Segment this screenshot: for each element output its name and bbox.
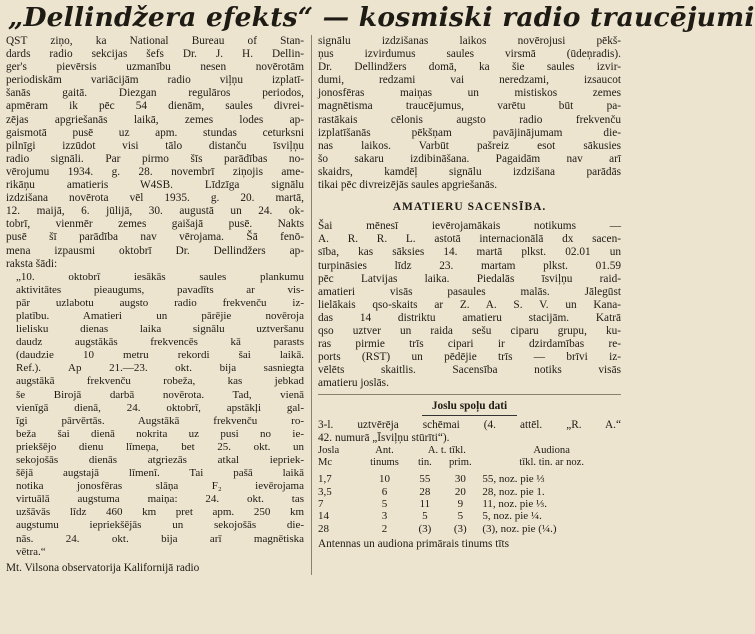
quote-line: šējā augstajā līmenī. Tai pašā laikā (16, 467, 304, 480)
quote-line: priekšējo dienu līmeņa, bet 25. okt. un (16, 440, 304, 453)
divider (318, 394, 621, 395)
text-line: vērojumu 1934. g. 28. novembrī ziņojis ame- (6, 165, 304, 178)
text-line: amatieru joslās. (318, 377, 389, 390)
text-line: 12. maijā, 6. jūlijā, 30. augustā un 24. ok- (6, 205, 304, 218)
quote-line: notika jonosfēras slāņa F₂ ievērojama (16, 480, 304, 493)
continuation-paragraph (318, 35, 621, 192)
cell-antenna: 6 (381, 485, 388, 498)
text-line: pusē šī parādība nav vērojama. Šā fenō- (6, 231, 304, 244)
text-line: turpināsies līdz 23. martam plkst. 01.59 (318, 259, 621, 272)
quote-line: augstumu iepriekšējās un sekojošās die- (16, 519, 304, 532)
text-line: lielākais qso-skaits ar Z. A. S. V. un Kana- (318, 298, 621, 311)
article-headline: „Dellindžera efekts“ — kosmiski radio traucējumi (8, 2, 755, 33)
text-line: ports (RST) un pēdējie trīs — brīvi iz- (318, 351, 621, 364)
header-band: Josla (318, 444, 340, 456)
cell-grid: (3) (418, 522, 432, 535)
text-line: apmēram ik pēc 54 dienām, saules divrei- (6, 100, 304, 113)
cell-grid: 28 (419, 485, 431, 498)
table-header-row-2 (318, 457, 621, 469)
cell-grid: 55 (419, 473, 431, 486)
header-grid-sub: tin. (417, 457, 432, 469)
cell-band: 1,7 (318, 473, 332, 486)
text-line: raksta šādi: (6, 257, 58, 270)
cell-audion: 28, noz. pie 1. (482, 485, 545, 498)
quote-line: virtuālā augstuma maiņa: 24. okt. tas (16, 493, 304, 506)
text-line: izplatīšanās pēkšņam pavājinājumam die- (318, 126, 621, 139)
header-audion: Audiona (533, 444, 570, 456)
cell-antenna: 5 (381, 497, 388, 510)
quote-line: „10. oktobrī iesākās saules plankumu (16, 270, 304, 283)
header-antenna-sub: tinums (370, 457, 399, 469)
table-caption-2: 42. numurā „Īsviļņu stūrīti“). (318, 431, 450, 444)
left-column-footer: Mt. Vilsona observatorija Kalifornijā radio (6, 561, 200, 574)
section-title-contest: AMATIERU SACENSĪBA. (392, 201, 547, 214)
cell-audion: (3), noz. pie (¼.) (482, 522, 557, 535)
cell-band: 3,5 (318, 485, 332, 498)
table-row (318, 486, 621, 498)
text-line: qso uztver un raida sešu ciparu grupu, ku- (318, 324, 621, 337)
table-title: Joslu spoļu dati (422, 399, 517, 415)
contest-paragraph (318, 220, 621, 390)
left-column (6, 35, 304, 575)
quote-line: nās. 24. okt. bija arī magnētiska (16, 532, 304, 545)
text-line: Dr. Dellindžers domā, ka šie saules izvir- (318, 61, 621, 74)
text-line: vēlēts skaitlis. Sacensība notiks visās (318, 364, 621, 377)
article-columns (6, 35, 621, 575)
quote-line: platību. Amatieri un pārējie novēroja (16, 309, 304, 322)
text-line: gaismotā pusē uz apm. stundas ceturksni (6, 126, 304, 139)
table-caption: 3-l. uztvērēja schēmai (4. attēl. „R. A.“ (318, 418, 621, 431)
text-line: tobrī, vienmēr zemes gaišajā pusē. Nakts (6, 218, 304, 231)
text-line: periodiskām variācijām radio viļņu izplatī- (6, 74, 304, 87)
text-line: sība, kas sāksies 14. martā plkst. 02.01 un (318, 246, 621, 259)
quote-line: še Birojā darbā novērota. Tad, vienā (16, 388, 304, 401)
cell-antenna: 2 (381, 522, 388, 535)
header-rf-grid: A. t. tīkl. (427, 444, 466, 456)
cell-primary: (3) (453, 522, 467, 535)
text-line: A. R. R. L. astotā internacionālā dx sacen- (318, 233, 621, 246)
text-line: jonosfēras maiņas un mistiskos zemes (318, 87, 621, 100)
text-line: rikāņu amatieris W4SB. Līdzīga signālu (6, 179, 304, 192)
quote-line: daudz augstākās frekvencēs kā parasts (16, 336, 304, 349)
cell-primary: 5 (457, 510, 464, 523)
quote-line: vētra.“ (16, 545, 46, 558)
text-line: radio signāli. Par pirmo šīs parādības no- (6, 152, 304, 165)
text-line: pēc Latvijas laika. Piedalās īsviļņu raid- (318, 272, 621, 285)
quote-line: lielisku dienas laika signālu uztveršanu (16, 323, 304, 336)
quote-line: (daudzie 10 metru rekordi šai laikā. (16, 349, 304, 362)
text-line: ras pirmie trīs cipari ir dzirdamības re- (318, 338, 621, 351)
cell-primary: 9 (457, 497, 464, 510)
cell-grid: 11 (419, 497, 431, 510)
table-row (318, 510, 621, 522)
text-line: das 14 distriktu amatieru stacijām. Katrā (318, 311, 621, 324)
dellinger-quote (6, 271, 304, 559)
text-line: izdzišana novērota vēl 1935. g. 20. martā, (6, 192, 304, 205)
text-line: šo sakaru izdibināšana. Pagaidām nav arī (318, 152, 621, 165)
quote-line: aktivitātes pieaugums, pavadīts ar vis- (16, 283, 304, 296)
text-line: Šai mēnesī ievērojamākais notikums — (318, 220, 621, 233)
cell-grid: 5 (422, 510, 428, 523)
text-line: ger's pievērsis uzmanību nesen novērotām (6, 61, 304, 74)
table-row (318, 498, 621, 510)
cell-audion: 11, noz. pie ⅓. (482, 497, 547, 510)
right-column (311, 35, 621, 575)
text-line: signālu izdzišanas laikos novērojusi pēkš- (318, 35, 621, 47)
text-line: amatieri visās pasaules malās. Jālegūst (318, 285, 621, 298)
text-line: šanās gaitā. Diezgan regulāros periodos, (6, 87, 304, 100)
cell-band: 14 (318, 510, 329, 523)
quote-line: sekojošās dienās atgriezās atkal iepriek- (16, 454, 304, 466)
text-line: tikai pēc divreizējās saules apgriešanās. (318, 179, 498, 192)
quote-line: Ref.). Ap 21.—23. okt. bija sasniegta (16, 362, 304, 375)
text-line: dards radio sekcijas šefs Dr. J. H. Dellin- (6, 48, 304, 61)
text-line: skaidrs, kamdēļ signālu izdzišana parādās (318, 165, 621, 178)
text-line: zējas apgriešanās laikā, zemes lodes ap- (6, 113, 304, 126)
text-line: ņus izvirdumus saules virsmā (ūdeņradis). (318, 48, 621, 61)
table-body (318, 473, 621, 534)
header-band-unit: Mc (318, 457, 333, 469)
cell-primary: 30 (454, 473, 466, 486)
header-audion-sub: tīkl. tin. ar noz. (519, 457, 585, 469)
text-line: magnētisma traucējumus, varētu būt pa- (318, 100, 621, 113)
cell-audion: 5, noz. pie ¼. (482, 510, 542, 523)
table-row (318, 523, 621, 535)
right-column-footer: Antennas un audiona primārais tinums tīts (318, 537, 510, 550)
text-line: mena izpausmi oktobrī Dr. Dellindžers ap- (6, 244, 304, 257)
text-line: rastākais cēlonis augsto radio frekvenču (318, 113, 621, 126)
cell-band: 28 (318, 522, 329, 535)
cell-primary: 20 (454, 485, 466, 498)
quote-line: pār uzlabotu augsto radio frekvenču iz- (16, 296, 304, 309)
cell-antenna: 10 (378, 473, 390, 486)
quote-line: augstākā frekvenču robeža, kas jebkad (16, 375, 304, 388)
header-antenna: Ant. (375, 444, 394, 456)
table-row (318, 473, 621, 485)
text-line: dumi, redzami vai neredzami, izsaucot (318, 74, 621, 87)
cell-audion: 55, noz. pie ⅓ (482, 473, 545, 486)
cell-band: 7 (318, 497, 324, 510)
quote-line: īgi pārvērtās. Augstākā frekvenču ro- (16, 414, 304, 427)
table-header-row-1 (318, 445, 621, 457)
intro-paragraph (6, 35, 304, 271)
header-primary-sub: prim. (448, 457, 472, 469)
text-line: nas laikos. Varbūt pašreiz esot sākusies (318, 139, 621, 152)
quote-line: vienīgā dienā, 24. oktobrī, apstākļi gal- (16, 401, 304, 414)
quote-line: uzšāvās līdz 460 km pret apm. 250 km (16, 506, 304, 519)
table-title-wrap (318, 399, 621, 415)
text-line: pilnīgi izzūdot visi tālo distanču īsviļņu (6, 139, 304, 152)
coil-data-table (318, 445, 621, 535)
quote-line: beža šai dienā nokrita uz pusi no ie- (16, 427, 304, 440)
text-line: QST ziņo, ka National Bureau of Stan- (6, 35, 304, 47)
cell-antenna: 3 (381, 510, 388, 523)
